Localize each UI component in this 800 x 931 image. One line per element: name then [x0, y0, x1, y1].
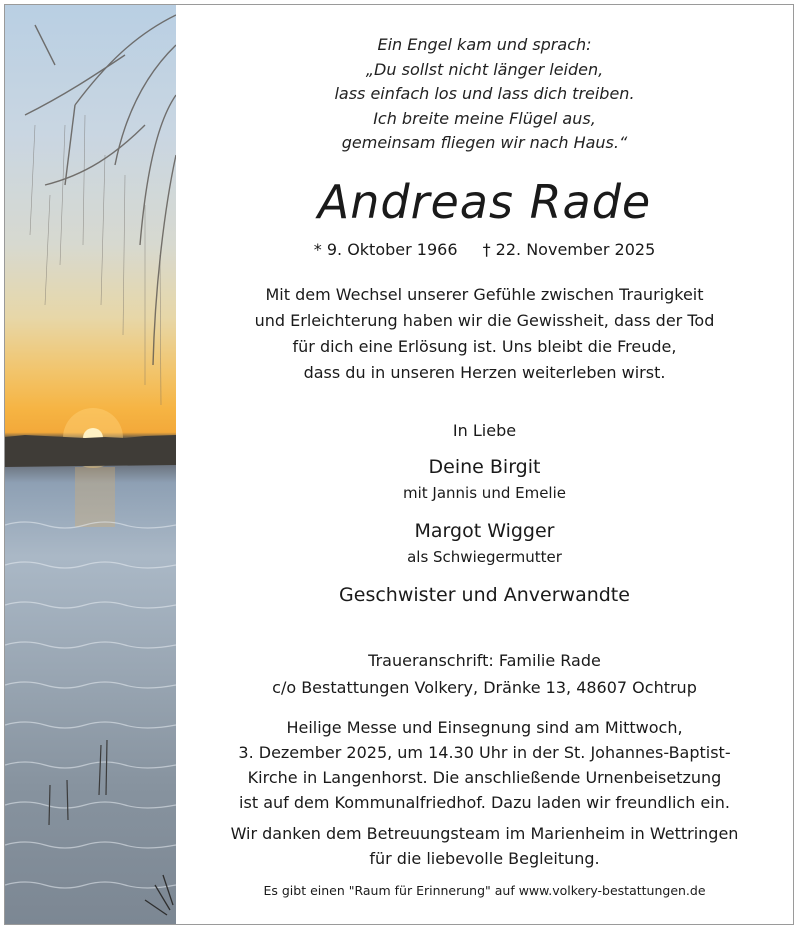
- text-line: und Erleichterung haben wir die Gewissheit, dass der Tod: [254, 311, 715, 330]
- poem-line: „Du sollst nicht länger leiden,: [365, 59, 604, 79]
- poem-line: Ich breite meine Flügel aus,: [373, 108, 596, 128]
- obituary-card: [4, 4, 794, 925]
- deceased-name: Andreas Rade: [317, 175, 652, 229]
- sunset-lake-illustration: [5, 5, 176, 924]
- text-line: Kirche in Langenhorst. Die anschließende Urnenbeisetzung: [247, 768, 722, 787]
- address-line: Traueranschrift: Familie Rade: [368, 651, 601, 670]
- signature-intro: In Liebe: [452, 421, 517, 440]
- text-line: für die liebevolle Begleitung.: [369, 849, 600, 868]
- text-line: ist auf dem Kommunalfriedhof. Dazu laden wir freundlich ein.: [239, 793, 730, 812]
- text-line: Heilige Messe und Einsegnung sind am Mittwoch,: [286, 718, 683, 737]
- life-dates: [176, 240, 793, 259]
- service-info: [176, 715, 793, 815]
- farewell-text: [176, 282, 793, 386]
- poem-line: Ein Engel kam und sprach:: [377, 35, 592, 54]
- text-line: für dich eine Erlösung ist. Uns bleibt die Freude,: [292, 337, 677, 356]
- death-date: † 22. November 2025: [482, 240, 656, 259]
- signature-name: Geschwister und Anverwandte: [339, 584, 630, 606]
- obituary-text-column: [176, 5, 793, 924]
- thanks-text: [176, 821, 793, 871]
- signature-name: Margot Wigger: [414, 520, 555, 542]
- mourning-address: [176, 647, 793, 701]
- signature-subtitle: mit Jannis und Emelie: [403, 484, 566, 502]
- poem: [176, 33, 793, 156]
- text-line: Wir danken dem Betreuungsteam im Marienheim in Wettringen: [230, 824, 739, 843]
- text-line: dass du in unseren Herzen weiterleben wirst.: [303, 363, 666, 382]
- signature-subtitle: als Schwiegermutter: [407, 548, 562, 566]
- sunset-lake-photo: [5, 5, 176, 924]
- text-line: 3. Dezember 2025, um 14.30 Uhr in der St. Johannes-Baptist-: [238, 743, 731, 762]
- text-line: Mit dem Wechsel unserer Gefühle zwischen Traurigkeit: [265, 285, 704, 304]
- poem-line: lass einfach los und lass dich treiben.: [334, 84, 635, 103]
- poem-line: gemeinsam fliegen wir nach Haus.“: [341, 133, 628, 152]
- birth-date: * 9. Oktober 1966: [313, 240, 458, 259]
- address-line: c/o Bestattungen Volkery, Dränke 13, 48607 Ochtrup: [272, 678, 697, 697]
- footer-note: Es gibt einen "Raum für Erinnerung" auf www.volkery-bestattungen.de: [263, 883, 706, 898]
- signature-name: Deine Birgit: [428, 456, 541, 478]
